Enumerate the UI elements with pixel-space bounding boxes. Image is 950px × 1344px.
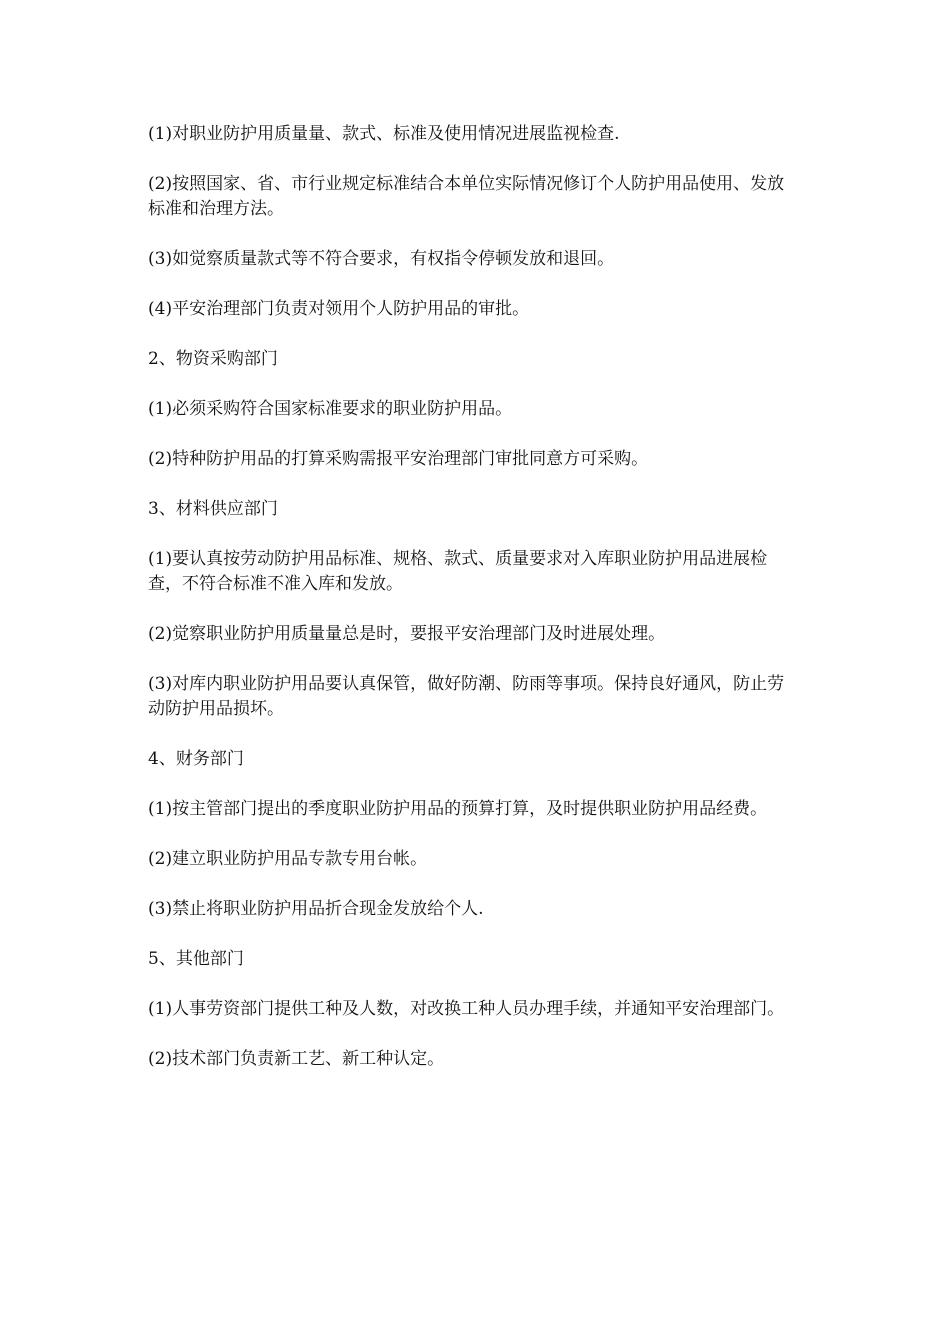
paragraph: (2)觉察职业防护用质量量总是时，要报平安治理部门及时进展处理。 [148,624,666,644]
paragraph: (2)特种防护用品的打算采购需报平安治理部门审批同意方可采购。 [148,449,649,469]
section-heading: 3、材料供应部门 [148,499,278,519]
paragraph: (1)要认真按劳动防护用品标准、规格、款式、质量要求对入库职业防护用品进展检查，不符合标准不准入库和发放。 [148,549,768,594]
paragraph: (1)按主管部门提出的季度职业防护用品的预算打算，及时提供职业防护用品经费。 [148,799,768,819]
paragraph: (4)平安治理部门负责对领用个人防护用品的审批。 [148,299,530,319]
section-heading: 2、物资采购部门 [148,349,278,369]
paragraph: (2)建立职业防护用品专款专用台帐。 [148,849,428,869]
paragraph: (1)必须采购符合国家标准要求的职业防护用品。 [148,399,513,419]
paragraph: (2)技术部门负责新工艺、新工种认定。 [148,1049,445,1069]
document-body [148,122,790,1097]
paragraph: (1)人事劳资部门提供工种及人数，对改换工种人员办理手续，并通知平安治理部门。 [148,999,785,1019]
paragraph: (3)对库内职业防护用品要认真保管，做好防潮、防雨等事项。保持良好通风，防止劳动防护用品损坏。 [148,674,785,719]
paragraph: (2)按照国家、省、市行业规定标准结合本单位实际情况修订个人防护用品使用、发放标准和治理方法。 [148,174,785,219]
paragraph: (3)禁止将职业防护用品折合现金发放给个人. [148,899,484,919]
section-heading: 4、财务部门 [148,749,244,769]
section-heading: 5、其他部门 [148,949,244,969]
paragraph: (1)对职业防护用质量量、款式、标准及使用情况进展监视检查. [148,124,620,144]
paragraph: (3)如觉察质量款式等不符合要求，有权指令停顿发放和退回。 [148,249,615,269]
